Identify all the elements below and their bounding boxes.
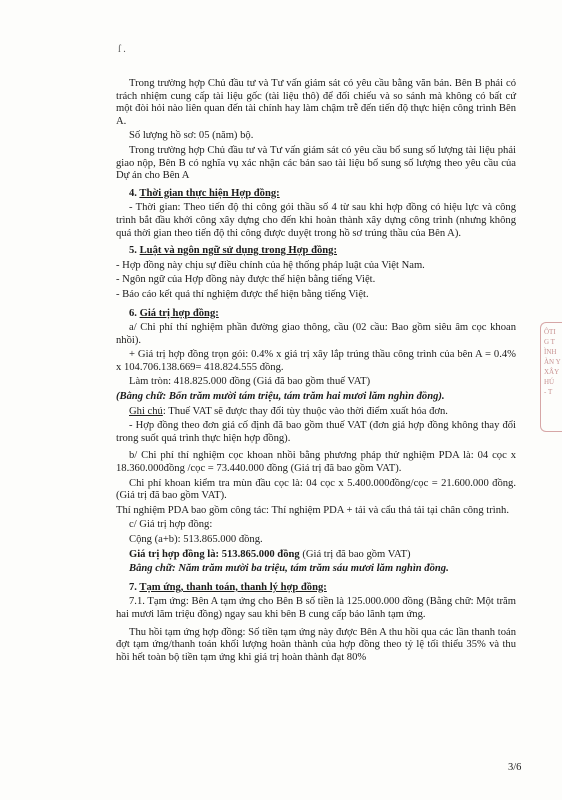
stamp-line: ÌNH <box>544 348 557 356</box>
stamp-line: ÀN Y <box>544 358 561 366</box>
contract-value <box>116 549 516 562</box>
amount-in-words: Bằng chữ: Năm trăm mười ba triệu, tám trăm sáu mươi lăm nghìn đồng. <box>129 563 449 575</box>
section-heading-7 <box>116 582 516 595</box>
stamp-line: XÂY <box>544 368 560 376</box>
paragraph: Số lượng hồ sơ: 05 (năm) bộ. <box>129 130 254 142</box>
paragraph: Cộng (a+b): 513.865.000 đồng. <box>129 534 263 545</box>
section-heading-6 <box>116 308 516 321</box>
paragraph: Làm tròn: 418.825.000 đồng (Giá đã bao gồm thuế VAT) <box>129 376 371 388</box>
section-number: 5. <box>129 245 137 257</box>
paragraph: + Giá trị hợp đồng trọn gói: 0.4% x giá trị xây lắp trúng thầu công trình của bên A = 0.4% x 104.706.138.669= 418.824.555 đồng. <box>116 349 516 373</box>
page-number: 3/6 <box>508 762 522 773</box>
section-title: Giá trị hợp đồng: <box>139 307 219 319</box>
document-body <box>116 78 516 666</box>
paragraph: - Thời gian: Theo tiến độ thi công gói thầu số 4 từ sau khi hợp đồng có hiệu lực và công trình bắt đầu khởi công xây dựng cho đến khi hoàn thành xây dựng công trình (nhưng không quá thời gian theo tiến độ thi công được duyệt trong hồ sơ trúng thầu của Bên A). <box>116 202 516 239</box>
section-title: Tạm ứng, thanh toán, thanh lý hợp đồng: <box>139 581 327 593</box>
list-item: - Báo cáo kết quả thí nghiệm được thể hiện bằng tiếng Việt. <box>116 288 369 300</box>
section-number: 4. <box>129 187 137 199</box>
paragraph: Thu hồi tạm ứng hợp đồng: Số tiền tạm ứng này được Bên A thu hồi qua các lần thanh toán đợt tạm ứng/thanh toán khối lượng hoàn thành của hợp đồng theo tỷ lệ tối thiểu 35% và thu hồi hết toàn bộ tiền tạm ứng khi giá trị hoàn thành đạt 80% <box>116 626 516 663</box>
section-heading-5 <box>116 245 516 258</box>
section-number: 7. <box>129 581 137 593</box>
paragraph: Trong trường hợp Chủ đầu tư và Tư vấn giám sát có yêu cầu bằng văn bản. Bên B phải có trách nhiệm cung cấp tài liệu gốc (tài liệu thô) để đối chiếu và so sánh mà không có bất cứ một đòi hỏi nào liên quan đến tài chính hay làm chậm trễ đến tiến độ thực hiện công trình Bên A. <box>116 78 516 127</box>
amount-in-words: (Bằng chữ: Bốn trăm mười tám triệu, tám trăm hai mươi lăm nghìn đồng). <box>116 391 445 403</box>
scan-mark: ſ . <box>118 44 126 55</box>
paragraph: b/ Chi phí thí nghiệm cọc khoan nhồi bằng phương pháp thử nghiệm PDA là: 04 cọc x 18.360.000đồng /cọc = 73.440.000 đồng (Giá trị đã bao gồm VAT). <box>116 450 516 475</box>
note-text: : Thuế VAT sẽ được thay đổi tùy thuộc vào thời điểm xuất hóa đơn. <box>162 405 448 417</box>
note-paragraph <box>116 406 516 419</box>
list-item: - Hợp đồng này chịu sự điều chỉnh của hệ thống pháp luật của Việt Nam. <box>116 259 425 271</box>
section-number: 6. <box>129 307 137 319</box>
contract-value-note: (Giá trị đã bao gồm VAT) <box>299 548 411 560</box>
seal-stamp <box>540 322 562 432</box>
stamp-line: ÔTI <box>544 328 556 336</box>
list-item: - Ngôn ngữ của Hợp đồng này được thể hiện bằng tiếng Việt. <box>116 274 376 286</box>
paragraph: 7.1. Tạm ứng: Bên A tạm ứng cho Bên B số tiền là 125.000.000 đồng (Bằng chữ: Một trăm hai mươi lăm triệu đồng) ngay sau khi bên B cung cấp bảo lãnh tạm ứng. <box>116 596 516 620</box>
paragraph: a/ Chi phí thí nghiệm phần đường giao thông, cầu (02 cầu: Bao gồm siêu âm cọc khoan nhồi). <box>116 322 516 346</box>
paragraph: - Hợp đồng theo đơn giá cố định đã bao gồm thuế VAT (đơn giá hợp đồng không thay đổi trong suốt quá trình thực hiện hợp đồng). <box>116 420 516 444</box>
contract-value-bold: Giá trị hợp đồng là: 513.865.000 đồng <box>129 548 300 560</box>
paragraph: c/ Giá trị hợp đồng: <box>129 519 213 531</box>
section-title: Thời gian thực hiện Hợp đồng: <box>139 187 280 199</box>
stamp-line: G T <box>544 338 555 346</box>
note-label: Ghi chú <box>129 405 163 417</box>
section-heading-4 <box>116 188 516 201</box>
stamp-line: - T <box>544 388 553 396</box>
paragraph: Thí nghiệm PDA bao gồm công tác: Thí nghiệm PDA + tải và cẩu thả tải tại chân công trình. <box>116 504 509 516</box>
paragraph: Trong trường hợp Chủ đầu tư và Tư vấn giám sát có yêu cầu bổ sung số lượng tài liệu phải giao nộp, Bên B có nghĩa vụ xác nhận các bản sao tài liệu bổ sung số lượng theo yêu cầu của Dự án cho Bên A <box>116 144 516 182</box>
paragraph: Chi phí khoan kiểm tra mùn đầu cọc là: 04 cọc x 5.400.000đồng/cọc = 21.600.000 đồng. (Giá trị đã bao gồm VAT). <box>116 477 516 502</box>
stamp-line: HÚ <box>544 378 555 386</box>
section-title: Luật và ngôn ngữ sử dụng trong Hợp đồng: <box>139 245 337 257</box>
